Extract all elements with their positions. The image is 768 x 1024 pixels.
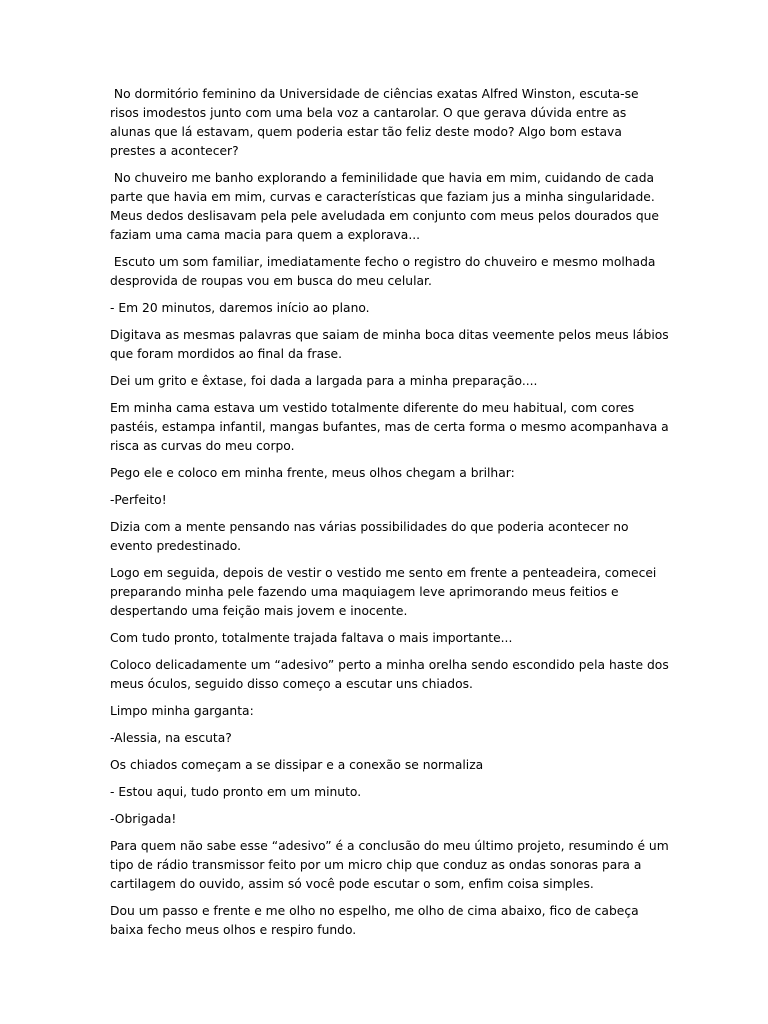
document-page: [110, 85, 673, 948]
paragraph: Os chiados começam a se dissipar e a conexão se normaliza: [110, 758, 484, 772]
paragraph: No chuveiro me banho explorando a feminilidade que havia em mim, cuidando de cada parte que havia em mim, curvas e características que faziam jus a minha singularidade. Meus dedos deslisavam pela pele aveludada em conjunto com meus pelos dourados que faziam uma cama macia para quem a explorava...: [110, 171, 663, 242]
paragraph: - Em 20 minutos, daremos início ao plano.: [110, 301, 370, 315]
paragraph: Digitava as mesmas palavras que saiam de minha boca ditas veemente pelos meus lábios que foram mordidos ao final da frase.: [110, 328, 673, 361]
paragraph: -Perfeito!: [110, 493, 167, 507]
paragraph: Limpo minha garganta:: [110, 704, 254, 718]
paragraph: Dizia com a mente pensando nas várias possibilidades do que poderia acontecer no evento predestinado.: [110, 520, 633, 553]
paragraph: Escuto um som familiar, imediatamente fecho o registro do chuveiro e mesmo molhada desprovida de roupas vou em busca do meu celular.: [110, 255, 660, 288]
paragraph: Com tudo pronto, totalmente trajada faltava o mais importante...: [110, 631, 513, 645]
paragraph: Para quem não sabe esse “adesivo” é a conclusão do meu último projeto, resumindo é um tipo de rádio transmissor feito por um micro chip que conduz as ondas sonoras para a cartilagem do ouvido, assim só você pode escutar o som, enfim coisa simples.: [110, 839, 673, 891]
paragraph: Dou um passo e frente e me olho no espelho, me olho de cima abaixo, fico de cabeça baixa fecho meus olhos e respiro fundo.: [110, 904, 643, 937]
paragraph: Logo em seguida, depois de vestir o vestido me sento em frente a penteadeira, comecei preparando minha pele fazendo uma maquiagem leve aprimorando meus feitios e despertando uma feição mais jovem e inocente.: [110, 566, 661, 618]
paragraph: Pego ele e coloco em minha frente, meus olhos chegam a brilhar:: [110, 466, 515, 480]
paragraph: - Estou aqui, tudo pronto em um minuto.: [110, 785, 362, 799]
paragraph: -Obrigada!: [110, 812, 177, 826]
paragraph: No dormitório feminino da Universidade de ciências exatas Alfred Winston, escuta-se risos imodestos junto com uma bela voz a cantarolar. O que gerava dúvida entre as alunas que lá estavam, quem poderia estar tão feliz deste modo? Algo bom estava prestes a acontecer?: [110, 87, 643, 158]
paragraph: Dei um grito e êxtase, foi dada a largada para a minha preparação....: [110, 374, 538, 388]
paragraph: -Alessia, na escuta?: [110, 731, 232, 745]
paragraph: Em minha cama estava um vestido totalmente diferente do meu habitual, com cores pastéis, estampa infantil, mangas bufantes, mas de certa forma o mesmo acompanhava a risca as curvas do meu corpo.: [110, 401, 673, 453]
paragraph: Coloco delicadamente um “adesivo” perto a minha orelha sendo escondido pela haste dos meus óculos, seguido disso começo a escutar uns chiados.: [110, 658, 673, 691]
